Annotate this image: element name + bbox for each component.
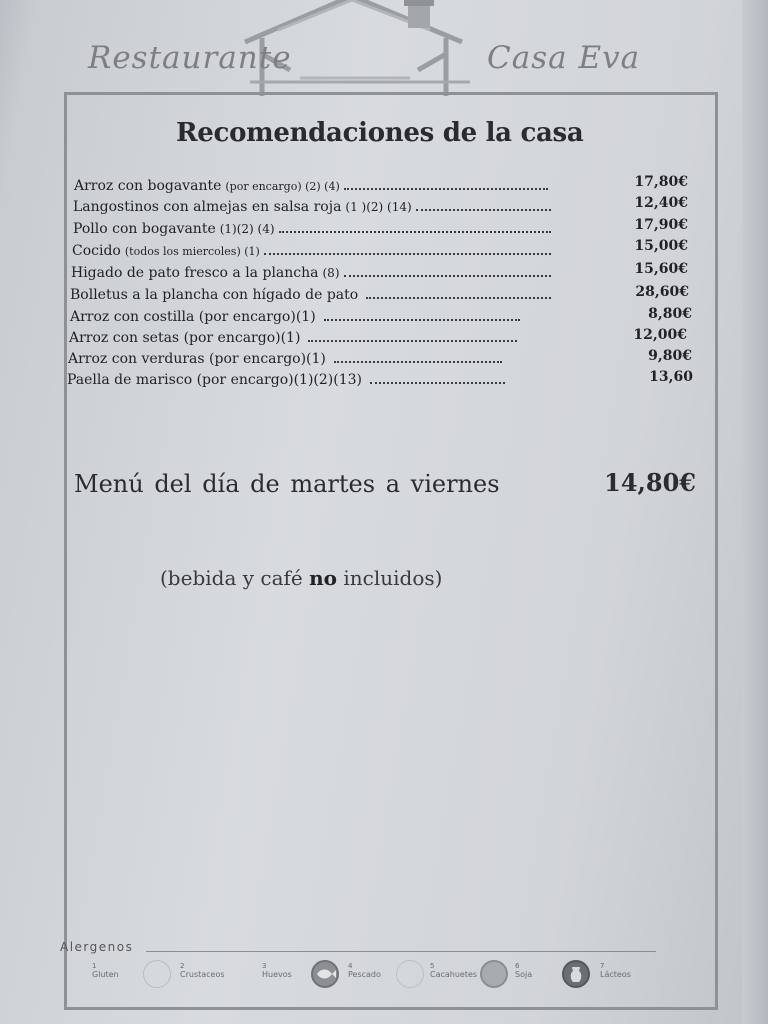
dish-row bbox=[72, 243, 557, 259]
allergen-item bbox=[600, 962, 631, 979]
leader-dots bbox=[416, 209, 551, 211]
note-text-bold: no bbox=[309, 566, 337, 590]
allergen-number: 7 bbox=[600, 962, 605, 970]
dish-row bbox=[69, 330, 523, 346]
drinks-not-included-note bbox=[160, 566, 442, 590]
soy-icon bbox=[480, 960, 508, 988]
dish-name: Bolletus a la plancha con hígado de pato bbox=[70, 287, 359, 303]
fish-glyph bbox=[313, 962, 337, 986]
dish-price: 15,00€ bbox=[634, 238, 688, 254]
menu-of-the-day-label: Menú del día de martes a viernes bbox=[74, 470, 500, 498]
dish-name: Cocido bbox=[72, 243, 121, 259]
dish-note: (por encargo) (2) (4) bbox=[225, 180, 340, 193]
wheat-icon bbox=[143, 960, 171, 988]
dish-price: 15,60€ bbox=[634, 261, 688, 277]
dish-price: 9,80€ bbox=[648, 348, 692, 364]
dish-name: Arroz con verduras (por encargo)(1) bbox=[68, 351, 326, 367]
allergens-title: Alergenos bbox=[60, 940, 134, 954]
dish-name: Paella de marisco (por encargo)(1)(2)(13) bbox=[67, 372, 362, 388]
note-text-pre: (bebida y café bbox=[160, 566, 310, 590]
dish-row bbox=[74, 178, 554, 194]
brand-casa-eva: Casa Eva bbox=[487, 40, 641, 76]
leader-dots bbox=[366, 297, 551, 299]
page-title: Recomendaciones de la casa bbox=[176, 118, 584, 148]
allergen-number: 6 bbox=[515, 962, 520, 970]
leader-dots bbox=[334, 361, 502, 363]
allergen-item bbox=[262, 962, 292, 979]
dish-note: (8) bbox=[322, 266, 340, 280]
dish-row bbox=[70, 309, 526, 325]
allergen-item bbox=[180, 962, 225, 979]
allergen-item bbox=[92, 962, 119, 979]
dish-row bbox=[67, 372, 511, 388]
jug-glyph bbox=[564, 962, 588, 986]
allergen-label: Cacahuetes bbox=[430, 970, 478, 979]
allergen-item bbox=[515, 962, 532, 979]
dish-price: 17,90€ bbox=[634, 217, 688, 233]
dish-price: 17,80€ bbox=[634, 174, 688, 190]
dish-price: 12,40€ bbox=[634, 195, 688, 211]
leader-dots bbox=[344, 188, 548, 190]
allergens-rule bbox=[146, 951, 656, 952]
milk-jug-icon bbox=[562, 960, 590, 988]
dish-name: Pollo con bogavante bbox=[73, 221, 216, 237]
dish-note: (1 )(2) (14) bbox=[345, 200, 412, 214]
allergen-number: 1 bbox=[92, 962, 97, 970]
dish-row bbox=[68, 351, 508, 367]
dish-name: Arroz con setas (por encargo)(1) bbox=[69, 330, 301, 346]
fish-icon bbox=[311, 960, 339, 988]
dish-name: Langostinos con almejas en salsa roja bbox=[73, 199, 342, 215]
dish-row bbox=[73, 199, 557, 215]
allergen-label: Gluten bbox=[92, 970, 119, 979]
dish-price: 13,60 bbox=[649, 369, 693, 385]
allergen-number: 3 bbox=[262, 962, 267, 970]
allergen-item bbox=[348, 962, 381, 979]
brand-restaurante: Restaurante bbox=[88, 40, 292, 76]
allergen-label: Crustaceos bbox=[180, 970, 225, 979]
allergen-label: Lácteos bbox=[600, 970, 631, 979]
dish-note: (1)(2) (4) bbox=[219, 222, 275, 236]
dish-price: 28,60€ bbox=[635, 284, 689, 300]
allergen-label: Pescado bbox=[348, 970, 381, 979]
leader-dots bbox=[279, 231, 551, 233]
dish-name: Arroz con bogavante bbox=[74, 178, 222, 194]
leader-dots bbox=[264, 253, 551, 255]
page-edge bbox=[742, 0, 768, 1024]
menu-of-the-day-price: 14,80€ bbox=[604, 468, 696, 497]
leader-dots bbox=[324, 319, 520, 321]
leader-dots bbox=[308, 340, 517, 342]
dish-name: Arroz con costilla (por encargo)(1) bbox=[70, 309, 316, 325]
dish-row bbox=[71, 265, 557, 281]
allergen-label: Huevos bbox=[262, 970, 292, 979]
allergen-number: 4 bbox=[348, 962, 353, 970]
allergen-number: 2 bbox=[180, 962, 185, 970]
dish-price: 12,00€ bbox=[633, 327, 687, 343]
allergen-label: Soja bbox=[515, 970, 533, 979]
allergen-item bbox=[430, 962, 477, 979]
dish-row bbox=[70, 287, 557, 303]
peanut-icon bbox=[396, 960, 424, 988]
leader-dots bbox=[370, 382, 505, 384]
dish-note: (todos los miercoles) (1) bbox=[124, 245, 260, 258]
note-text-post: incluidos) bbox=[337, 566, 443, 590]
dish-price: 8,80€ bbox=[648, 306, 692, 322]
dish-name: Higado de pato fresco a la plancha bbox=[71, 265, 319, 281]
leader-dots bbox=[344, 275, 552, 277]
allergen-number: 5 bbox=[430, 962, 435, 970]
dish-list bbox=[0, 0, 742, 400]
dish-row bbox=[73, 221, 557, 237]
